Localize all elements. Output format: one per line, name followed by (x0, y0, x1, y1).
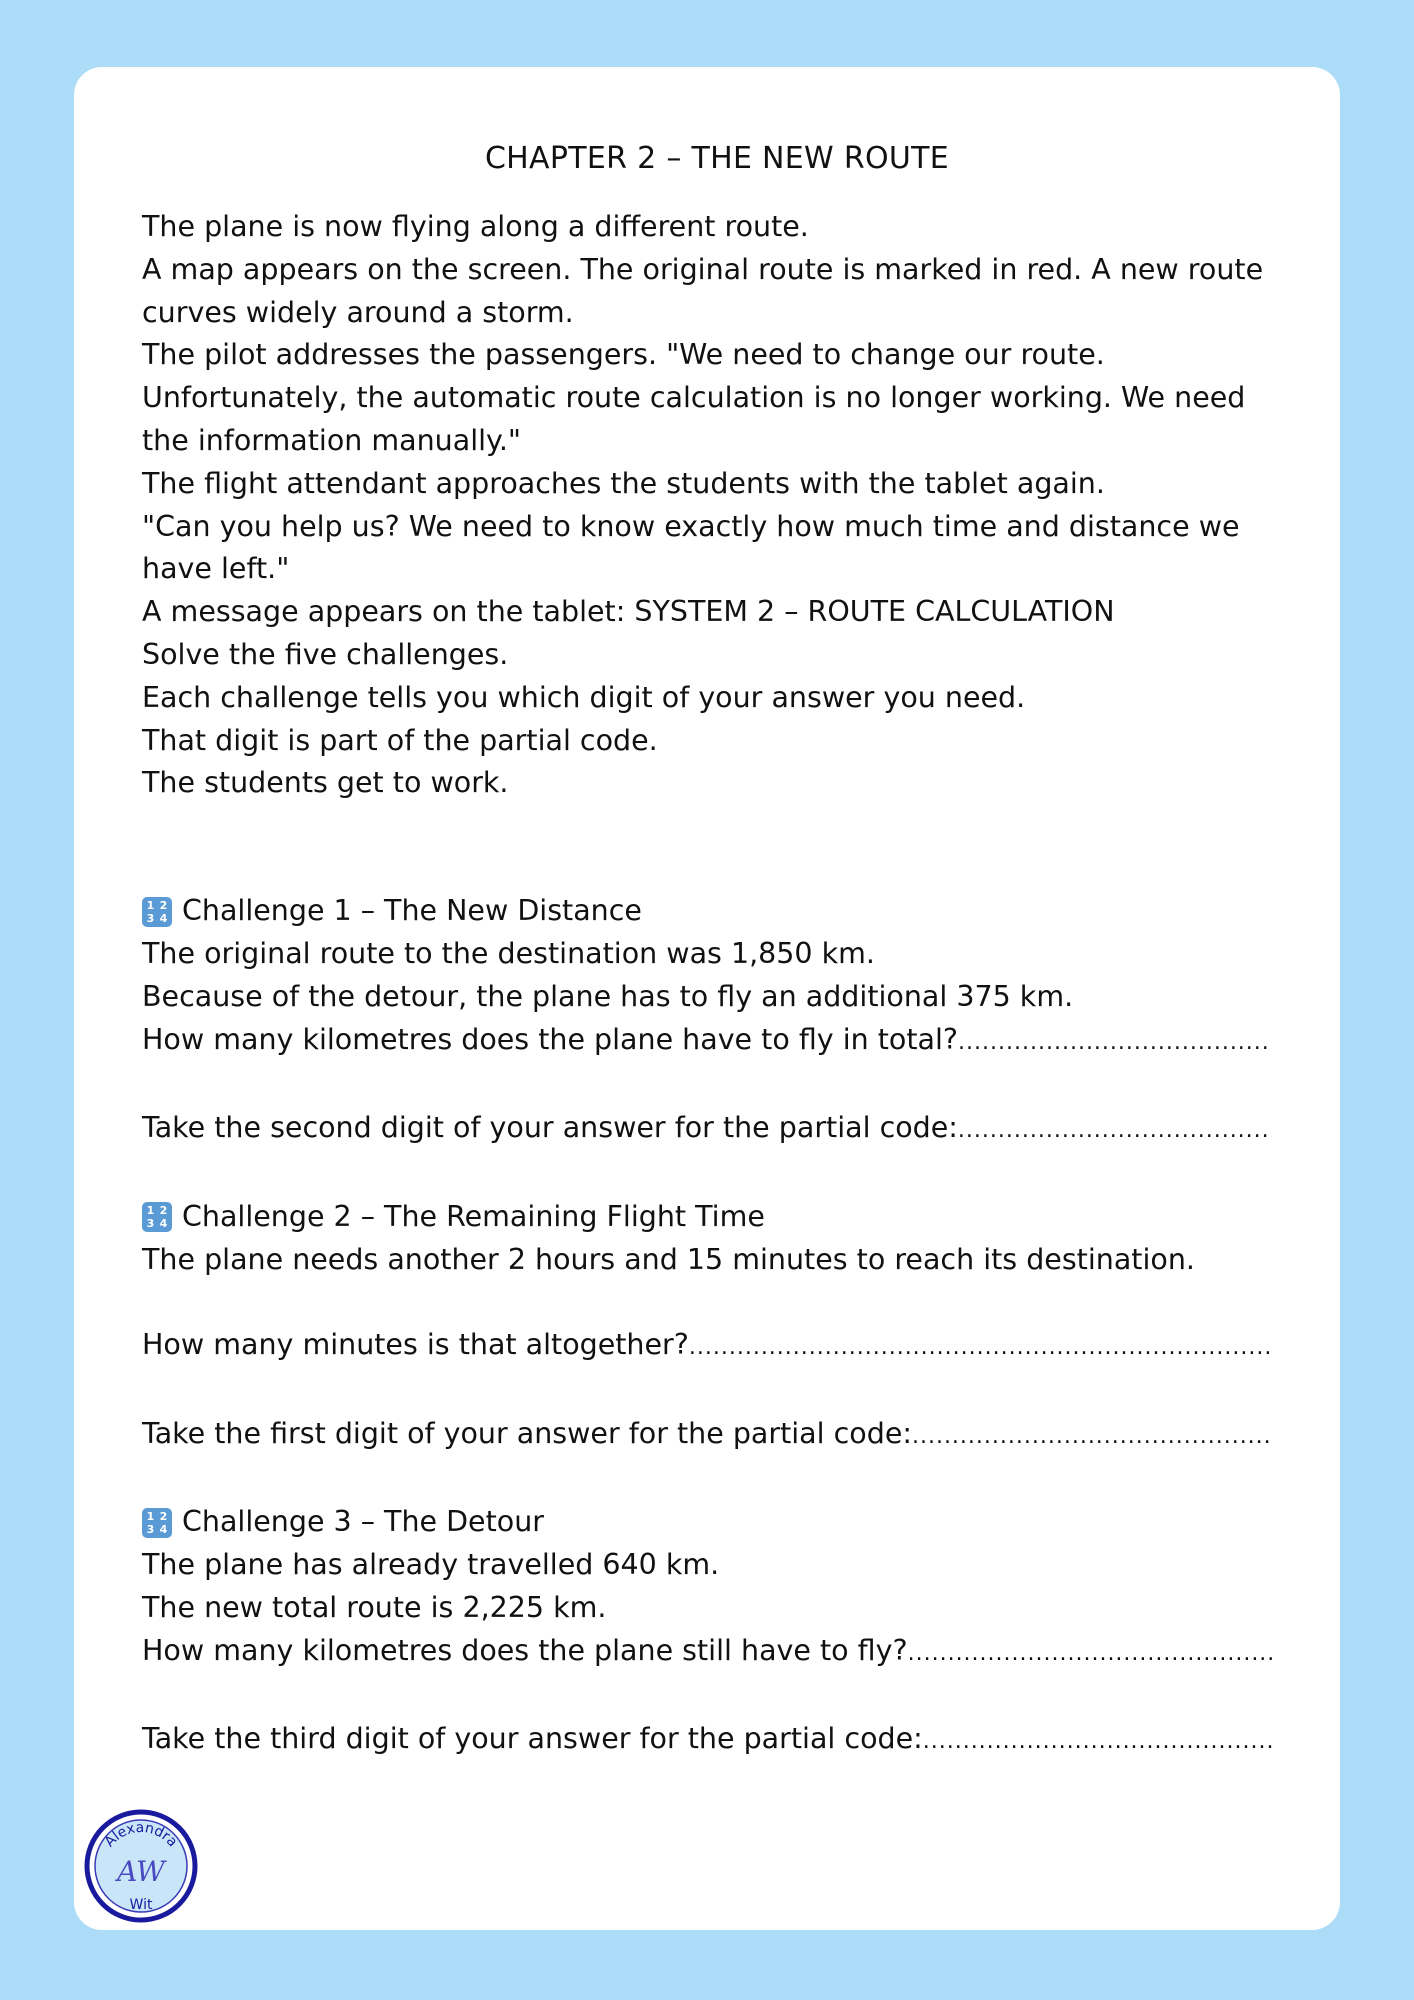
challenge-3-text: The new total route is 2,225 km. (142, 1590, 607, 1624)
answer-blank[interactable] (689, 1327, 1272, 1370)
challenge-1 (142, 890, 1292, 1153)
worksheet-content (142, 138, 1292, 1764)
intro-line: The pilot addresses the passengers. "We need to change our route. (142, 338, 1105, 372)
intro-line: Solve the five challenges. (142, 637, 509, 671)
page-title: CHAPTER 2 – THE NEW ROUTE (484, 141, 950, 176)
seal-top-text: Alexandra (101, 1819, 181, 1851)
intro-line: The students get to work. (142, 766, 509, 800)
seal-bottom-text: Wit (129, 1897, 153, 1913)
challenge-1-heading (142, 890, 1292, 933)
challenge-3-answer-field[interactable] (142, 1630, 1272, 1676)
challenge-2-question: How many minutes is that altogether? (142, 1328, 689, 1362)
challenge-3-title: Challenge 3 – The Detour (182, 1505, 544, 1539)
intro-line: Each challenge tells you which digit of your answer you need. (142, 680, 1026, 714)
challenge-2-code-field[interactable] (142, 1413, 1272, 1459)
input-numbers-icon: 1 2 3 4 (142, 1202, 172, 1232)
intro-line: The plane is now flying along a different route. (142, 210, 809, 243)
code-blank[interactable] (923, 1721, 1272, 1764)
intro-line: the information manually." (142, 423, 522, 457)
challenge-1-answer-field[interactable] (142, 1019, 1272, 1065)
intro-text (142, 206, 1292, 805)
challenge-1-text: The original route to the destination was 1,850 km. (142, 936, 875, 970)
intro-line: That digit is part of the partial code. (142, 723, 658, 757)
intro-line: A message appears on the tablet: SYSTEM 2 – ROUTE CALCULATION (142, 595, 1115, 629)
challenge-2-code-prompt: Take the first digit of your answer for the partial code: (142, 1416, 912, 1450)
intro-line: have left." (142, 552, 290, 586)
intro-line: The flight attendant approaches the students with the tablet again. (142, 466, 1105, 500)
answer-blank[interactable] (958, 1022, 1272, 1065)
challenge-2-heading (142, 1196, 1292, 1239)
input-numbers-icon: 1 2 3 4 (142, 1508, 172, 1538)
challenge-1-text: Because of the detour, the plane has to fly an additional 375 km. (142, 979, 1074, 1013)
intro-line: "Can you help us? We need to know exactly how much time and distance we (142, 509, 1240, 543)
challenge-3-code-prompt: Take the third digit of your answer for the partial code: (142, 1722, 923, 1756)
author-seal-logo (84, 1809, 198, 1923)
code-blank[interactable] (958, 1110, 1272, 1153)
challenge-2-text: The plane needs another 2 hours and 15 minutes to reach its destination. (142, 1242, 1195, 1276)
challenge-3-code-field[interactable] (142, 1718, 1272, 1764)
intro-line: A map appears on the screen. The original route is marked in red. A new route (142, 252, 1264, 286)
challenge-1-code-field[interactable] (142, 1107, 1272, 1153)
challenge-1-code-prompt: Take the second digit of your answer for the partial code: (142, 1111, 958, 1145)
challenge-3 (142, 1501, 1292, 1764)
intro-line: curves widely around a storm. (142, 295, 574, 329)
challenge-1-question: How many kilometres does the plane have to fly in total? (142, 1022, 959, 1056)
challenge-2-title: Challenge 2 – The Remaining Flight Time (182, 1199, 765, 1233)
challenge-3-heading (142, 1501, 1292, 1544)
input-numbers-icon: 1 2 3 4 (142, 897, 172, 927)
challenge-3-question: How many kilometres does the plane still have to fly? (142, 1633, 908, 1667)
challenge-2-answer-field[interactable] (142, 1324, 1272, 1370)
answer-blank[interactable] (908, 1633, 1272, 1676)
challenge-1-title: Challenge 1 – The New Distance (182, 894, 642, 928)
challenge-2 (142, 1196, 1292, 1459)
intro-line: Unfortunately, the automatic route calculation is no longer working. We need (142, 381, 1246, 415)
challenge-3-text: The plane has already travelled 640 km. (142, 1548, 720, 1582)
code-blank[interactable] (912, 1416, 1272, 1459)
seal-monogram: AW (117, 1855, 165, 1888)
